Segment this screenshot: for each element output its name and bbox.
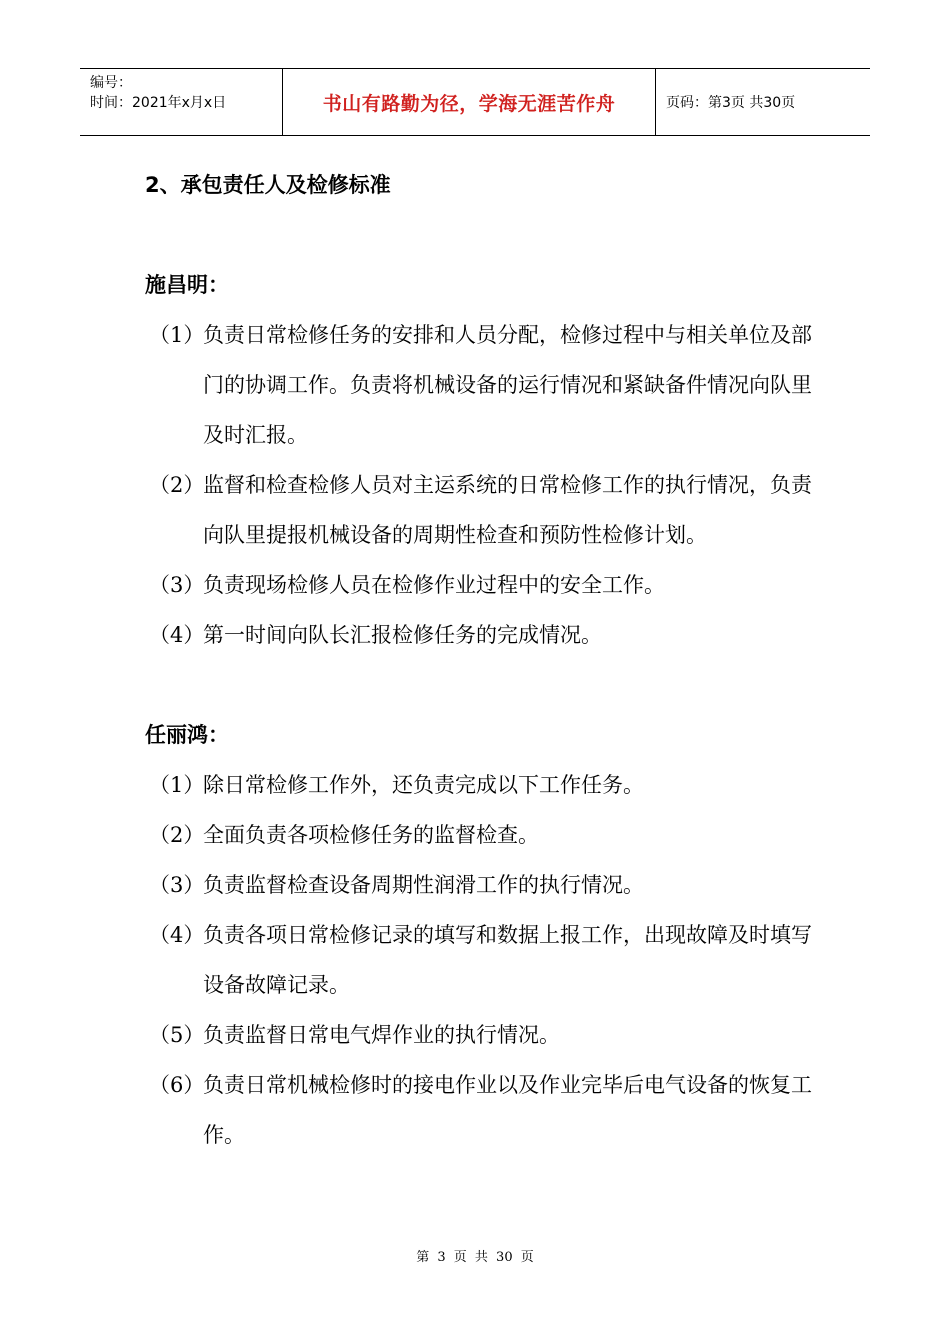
- list-item: [145, 610, 825, 660]
- item-text: 负责监督检查设备周期性润滑工作的执行情况。: [203, 873, 644, 897]
- page-footer: 第 3 页 共 30 页: [416, 1250, 534, 1265]
- item-number: （1）: [149, 773, 205, 797]
- item-number: （4）: [149, 923, 205, 947]
- list-item: [145, 460, 825, 560]
- person-block-1: [145, 260, 825, 660]
- list-item: [145, 560, 825, 610]
- person-name: 施昌明：: [145, 273, 229, 297]
- item-number: （4）: [149, 623, 205, 647]
- list-item: [145, 860, 825, 910]
- item-number: （5）: [149, 1023, 205, 1047]
- section-title: 2、承包责任人及检修标准: [145, 173, 391, 197]
- header-meta-cell: [80, 69, 283, 136]
- item-number: （3）: [149, 573, 205, 597]
- item-text: 负责现场检修人员在检修作业过程中的安全工作。: [203, 573, 665, 597]
- item-text: 除日常检修工作外，还负责完成以下工作任务。: [203, 773, 644, 797]
- serial-label: 编号：: [90, 75, 132, 91]
- item-number: （1）: [149, 323, 205, 347]
- list-item: [145, 310, 825, 460]
- document-header: [80, 68, 870, 136]
- list-item: [145, 910, 825, 1010]
- item-number: （2）: [149, 473, 205, 497]
- person-name: 任丽鸿：: [145, 723, 229, 747]
- item-text: 负责各项日常检修记录的填写和数据上报工作，出现故障及时填写设备故障记录。: [203, 923, 812, 997]
- item-text: 第一时间向队长汇报检修任务的完成情况。: [203, 623, 602, 647]
- spacer: [145, 210, 825, 260]
- document-body: [145, 160, 825, 1160]
- list-item: [145, 1060, 825, 1160]
- person-block-2: [145, 710, 825, 1160]
- item-text: 监督和检查检修人员对主运系统的日常检修工作的执行情况，负责向队里提报机械设备的周期性检查和预防性检修计划。: [203, 473, 812, 547]
- list-item: [145, 1010, 825, 1060]
- list-item: [145, 810, 825, 860]
- item-number: （6）: [149, 1073, 205, 1097]
- motto-text: 书山有路勤为径，学海无涯苦作舟: [322, 92, 616, 115]
- item-text: 负责日常机械检修时的接电作业以及作业完毕后电气设备的恢复工作。: [203, 1073, 812, 1147]
- item-text: 负责日常检修任务的安排和人员分配，检修过程中与相关单位及部门的协调工作。负责将机械设备的运行情况和紧缺备件情况向队里及时汇报。: [203, 323, 812, 447]
- time-label: 时间：2021年x月x日: [90, 95, 227, 111]
- item-number: （2）: [149, 823, 205, 847]
- header-motto-cell: [283, 69, 656, 136]
- item-text: 全面负责各项检修任务的监督检查。: [203, 823, 539, 847]
- item-text: 负责监督日常电气焊作业的执行情况。: [203, 1023, 560, 1047]
- page-code: 页码：第3页 共30页: [666, 95, 796, 111]
- spacer: [145, 660, 825, 710]
- item-number: （3）: [149, 873, 205, 897]
- list-item: [145, 760, 825, 810]
- header-page-cell: [656, 69, 871, 136]
